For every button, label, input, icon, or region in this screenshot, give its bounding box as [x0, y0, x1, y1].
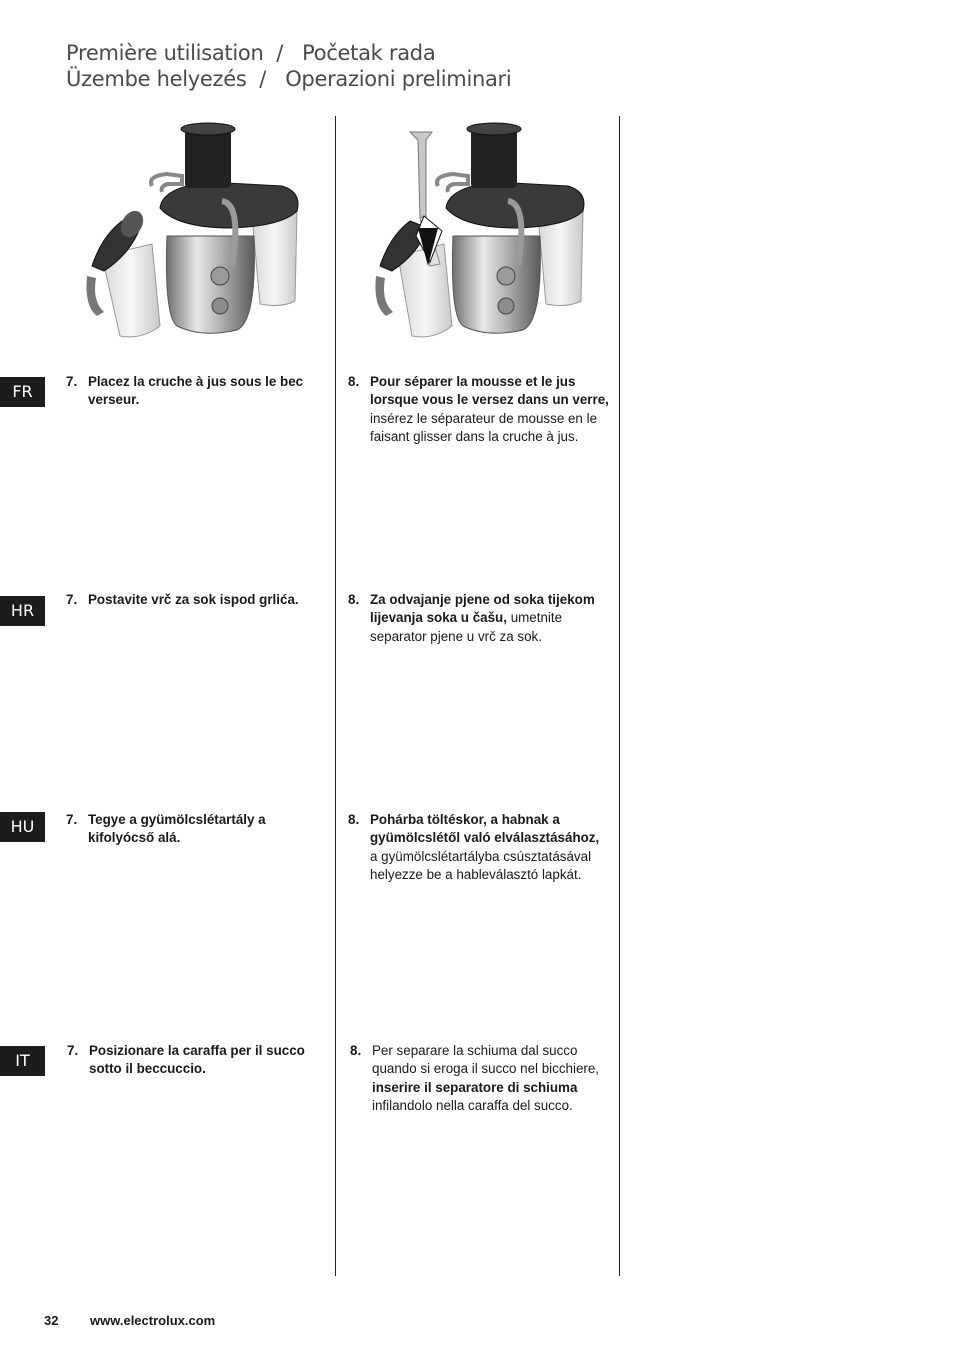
step-text: umetnite separator pjene u vrč za sok.: [370, 610, 563, 644]
step-number: 7.: [67, 1043, 79, 1058]
step-text-bold: Za odvajanje pjene od soka tijekom lijevanja soka u čašu,: [370, 592, 595, 626]
step-text: Per separare la schiuma dal succo quando si eroga il succo nel bicchiere,: [372, 1043, 600, 1077]
step-text-bold: Tegye a gyümölcslétartály a kifolyócső alá.: [88, 812, 266, 846]
juicer-with-jug-illustration: [82, 116, 322, 348]
title-fr: Première utilisation: [66, 41, 264, 65]
step-text-bold: inserire il separatore di schiuma: [372, 1079, 578, 1095]
step-number: 8.: [350, 1043, 362, 1058]
step-text-bold: Pour séparer la mousse et le jus lorsque vous le versez dans un verre,: [370, 374, 609, 408]
lang-tab-hr: HR: [0, 596, 45, 626]
step-number: 7.: [66, 592, 78, 607]
title-separator: /: [276, 41, 283, 65]
page-title: [66, 40, 511, 92]
juicer-with-foam-separator-illustration: [368, 116, 608, 348]
title-line-1: [66, 40, 511, 66]
lang-tab-it: IT: [0, 1046, 45, 1076]
step-number: 8.: [348, 812, 360, 827]
column-divider: [619, 116, 620, 1276]
step-text-bold: Posizionare la caraffa per il succo sotto il beccuccio.: [89, 1043, 305, 1077]
step-text: insérez le séparateur de mousse en le faisant glisser dans la cruche à jus.: [370, 410, 598, 445]
step-text-bold: Placez la cruche à jus sous le bec verseur.: [88, 374, 304, 408]
lang-tab-hu: HU: [0, 812, 45, 842]
step-number: 8.: [348, 374, 360, 389]
step-number: 7.: [66, 374, 78, 389]
step-text-bold: Postavite vrč za sok ispod grlića.: [88, 592, 299, 607]
step-text-bold: Pohárba töltéskor, a habnak a gyümölcslétől való elválasztásához,: [370, 812, 600, 846]
column-divider: [335, 116, 336, 1276]
title-it: Operazioni preliminari: [285, 67, 512, 91]
step-text: a gyümölcslétartályba csúsztatásával helyezze be a hableválasztó lapkát.: [370, 848, 592, 883]
title-hr: Početak rada: [302, 41, 436, 65]
title-hu: Üzembe helyezés: [66, 67, 247, 91]
step-number: 7.: [66, 812, 78, 827]
title-separator: /: [259, 67, 267, 91]
step-text: infilandolo nella caraffa del succo.: [372, 1098, 573, 1114]
lang-tab-fr: FR: [0, 377, 45, 407]
page-number: 32: [44, 1313, 59, 1328]
footer-url[interactable]: www.electrolux.com: [90, 1313, 216, 1328]
step-number: 8.: [348, 592, 360, 607]
title-line-2: [66, 66, 511, 92]
